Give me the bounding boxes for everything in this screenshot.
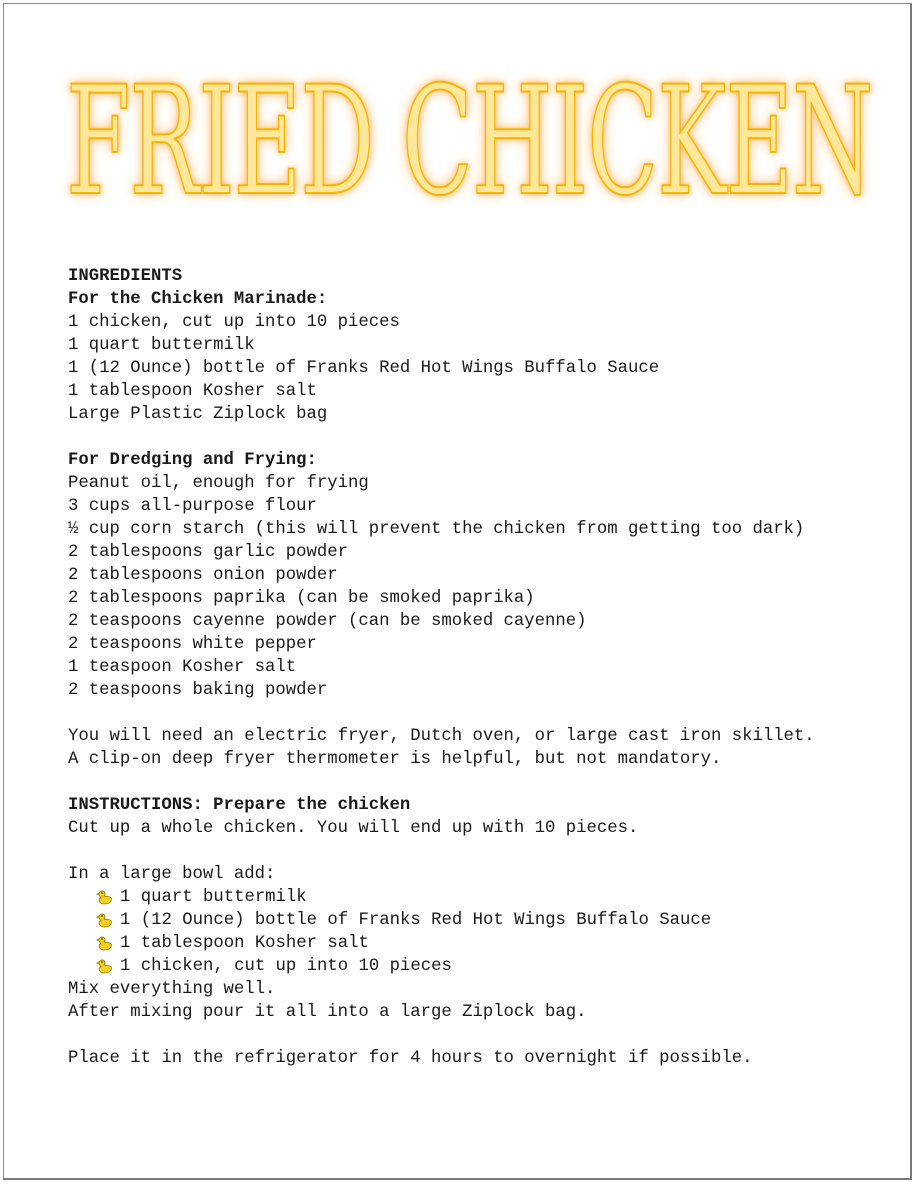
spacer bbox=[68, 426, 888, 449]
bowl-item-text: 1 tablespoon Kosher salt bbox=[120, 934, 369, 953]
bowl-item-text: 1 chicken, cut up into 10 pieces bbox=[120, 957, 452, 976]
duck-icon bbox=[96, 889, 114, 907]
marinade-item: 1 chicken, cut up into 10 pieces bbox=[68, 313, 400, 332]
duck-icon bbox=[96, 935, 114, 953]
instruction-step: After mixing pour it all into a large Ziplock bag. bbox=[68, 1003, 587, 1022]
spacer bbox=[68, 771, 888, 794]
ingredients-heading: INGREDIENTS bbox=[68, 267, 183, 286]
dredging-item: 2 teaspoons white pepper bbox=[68, 635, 317, 654]
dredging-item: 2 tablespoons garlic powder bbox=[68, 543, 349, 562]
marinade-item: Large Plastic Ziplock bag bbox=[68, 405, 328, 424]
instruction-step: Cut up a whole chicken. You will end up with 10 pieces. bbox=[68, 819, 639, 838]
spacer bbox=[68, 1024, 888, 1047]
dredging-item: 2 tablespoons paprika (can be smoked paprika) bbox=[68, 589, 535, 608]
bowl-item bbox=[68, 886, 888, 909]
bowl-item bbox=[68, 955, 888, 978]
bowl-item bbox=[68, 932, 888, 955]
dredging-item: ½ cup corn starch (this will prevent the chicken from getting too dark) bbox=[68, 520, 805, 539]
bowl-intro: In a large bowl add: bbox=[68, 865, 276, 884]
bowl-item-text: 1 quart buttermilk bbox=[120, 888, 307, 907]
dredging-item: 2 tablespoons onion powder bbox=[68, 566, 338, 585]
bowl-item bbox=[68, 909, 888, 932]
marinade-item: 1 tablespoon Kosher salt bbox=[68, 382, 317, 401]
marinade-item: 1 quart buttermilk bbox=[68, 336, 255, 355]
dredging-item: 2 teaspoons cayenne powder (can be smoked cayenne) bbox=[68, 612, 587, 631]
instructions-heading: INSTRUCTIONS: Prepare the chicken bbox=[68, 796, 411, 815]
marinade-heading: For the Chicken Marinade: bbox=[68, 290, 328, 309]
recipe-title: FRIED CHICKEN bbox=[66, 55, 873, 229]
dredging-item: 3 cups all-purpose flour bbox=[68, 497, 317, 516]
equipment-note: You will need an electric fryer, Dutch oven, or large cast iron skillet. bbox=[68, 727, 815, 746]
marinade-item: 1 (12 Ounce) bottle of Franks Red Hot Wings Buffalo Sauce bbox=[68, 359, 660, 378]
bowl-item-text: 1 (12 Ounce) bottle of Franks Red Hot Wings Buffalo Sauce bbox=[120, 911, 712, 930]
spacer bbox=[68, 840, 888, 863]
recipe-body bbox=[68, 265, 888, 1070]
equipment-note: A clip-on deep fryer thermometer is helpful, but not mandatory. bbox=[68, 750, 722, 769]
duck-icon bbox=[96, 958, 114, 976]
instruction-step: Mix everything well. bbox=[68, 980, 276, 999]
instruction-step: Place it in the refrigerator for 4 hours to overnight if possible. bbox=[68, 1049, 753, 1068]
dredging-item: 2 teaspoons baking powder bbox=[68, 681, 328, 700]
duck-icon bbox=[96, 912, 114, 930]
dredging-item: Peanut oil, enough for frying bbox=[68, 474, 369, 493]
dredging-heading: For Dredging and Frying: bbox=[68, 451, 317, 470]
dredging-item: 1 teaspoon Kosher salt bbox=[68, 658, 297, 677]
spacer bbox=[68, 702, 888, 725]
